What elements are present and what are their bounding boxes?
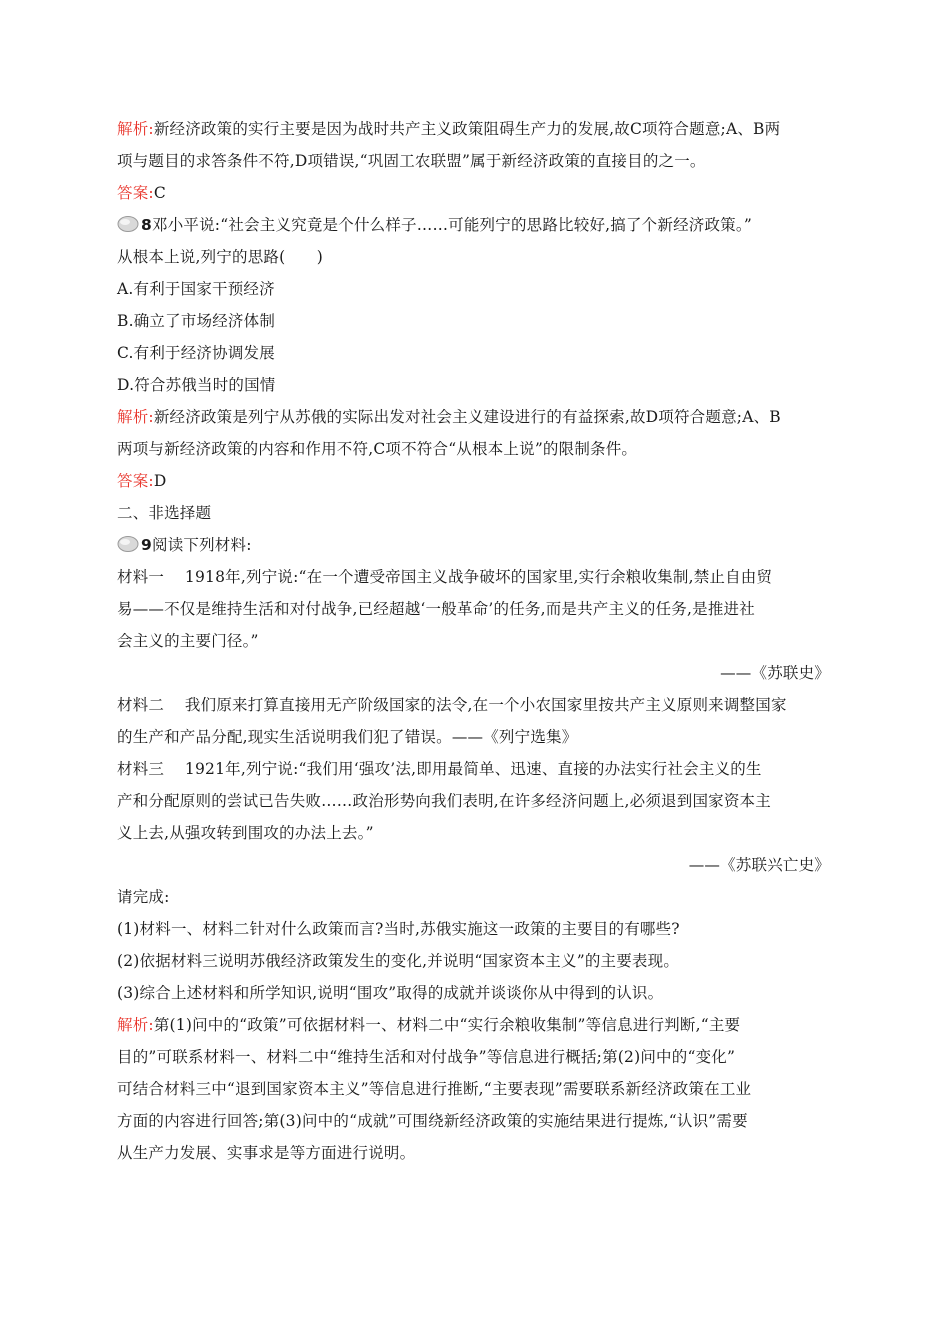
material-2-line-2: 的生产和产品分配,现实生活说明我们犯了错误。——《列宁选集》 bbox=[117, 728, 578, 746]
q8-analysis-line-2: 两项与新经济政策的内容和作用不符,C项不符合“从根本上说”的限制条件。 bbox=[117, 440, 638, 458]
speech-bubble-icon bbox=[117, 216, 139, 233]
material-1-line-3: 会主义的主要门径。” bbox=[117, 632, 259, 650]
analysis-label: 解析: bbox=[117, 408, 154, 426]
material-1-source: ——《苏联史》 bbox=[720, 664, 830, 682]
material-1-line-1: 材料一 1918年,列宁说:“在一个遭受帝国主义战争破坏的国家里,实行余粮收集制,禁止自由贸 bbox=[117, 568, 773, 586]
material-3-source: ——《苏联兴亡史》 bbox=[688, 856, 830, 874]
q9-sub-question-2: (2)依据材料三说明苏俄经济政策发生的变化,并说明“国家资本主义”的主要表现。 bbox=[117, 952, 680, 970]
material-3-line-3: 义上去,从强攻转到围攻的办法上去。” bbox=[117, 824, 374, 842]
material-3-line-1: 材料三 1921年,列宁说:“我们用‘强攻’法,即用最简单、迅速、直接的办法实行社会主义的生 bbox=[117, 760, 762, 778]
q8-answer: 答案:D bbox=[117, 472, 167, 490]
speech-bubble-icon bbox=[117, 536, 139, 553]
q9-intro: 9阅读下列材料: bbox=[117, 529, 830, 561]
q9-sub-question-3: (3)综合上述材料和所学知识,说明“围攻”取得的成就并谈谈你从中得到的认识。 bbox=[117, 984, 664, 1002]
q9-analysis-line-3: 可结合材料三中“退到国家资本主义”等信息进行推断,“主要表现”需要联系新经济政策在工业 bbox=[117, 1080, 752, 1098]
q7-analysis-line-2: 项与题目的求答条件不符,D项错误,“巩固工农联盟”属于新经济政策的直接目的之一。 bbox=[117, 152, 706, 170]
question-number: 9 bbox=[141, 536, 152, 554]
question-number: 8 bbox=[141, 216, 152, 234]
q8-option-c: C.有利于经济协调发展 bbox=[117, 344, 275, 362]
document-page bbox=[117, 113, 830, 1169]
q9-analysis-line-4: 方面的内容进行回答;第(3)问中的“成就”可围绕新经济政策的实施结果进行提炼,“认识”需要 bbox=[117, 1112, 748, 1130]
q9-analysis-line-1: 解析:第(1)问中的“政策”可依据材料一、材料二中“实行余粮收集制”等信息进行判断,“主要 bbox=[117, 1016, 741, 1034]
q8-stem-line-2: 从根本上说,列宁的思路( ) bbox=[117, 248, 324, 266]
answer-label: 答案: bbox=[117, 184, 154, 202]
q7-answer: 答案:C bbox=[117, 184, 166, 202]
q9-analysis-line-5: 从生产力发展、实事求是等方面进行说明。 bbox=[117, 1144, 416, 1162]
q8-option-b: B.确立了市场经济体制 bbox=[117, 312, 276, 330]
section-title: 二、非选择题 bbox=[117, 504, 212, 522]
analysis-label: 解析: bbox=[117, 120, 154, 138]
analysis-label: 解析: bbox=[117, 1016, 154, 1034]
q8-stem-line-1: 8邓小平说:“社会主义究竟是个什么样子……可能列宁的思路比较好,搞了个新经济政策。” bbox=[117, 209, 830, 241]
material-1-line-2: 易——不仅是维持生活和对付战争,已经超越‘一般革命’的任务,而是共产主义的任务,是推进社 bbox=[117, 600, 755, 618]
material-3-line-2: 产和分配原则的尝试已告失败……政治形势向我们表明,在许多经济问题上,必须退到国家资本主 bbox=[117, 792, 771, 810]
q7-analysis-line-1: 解析:新经济政策的实行主要是因为战时共产主义政策阻碍生产力的发展,故C项符合题意;A、B两 bbox=[117, 120, 781, 138]
q8-analysis-line-1: 解析:新经济政策是列宁从苏俄的实际出发对社会主义建设进行的有益探索,故D项符合题意;A、B bbox=[117, 408, 781, 426]
answer-label: 答案: bbox=[117, 472, 154, 490]
q9-analysis-line-2: 目的”可联系材料一、材料二中“维持生活和对付战争”等信息进行概括;第(2)问中的“变化” bbox=[117, 1048, 736, 1066]
q8-option-d: D.符合苏俄当时的国情 bbox=[117, 376, 276, 394]
q9-sub-question-1: (1)材料一、材料二针对什么政策而言?当时,苏俄实施这一政策的主要目的有哪些? bbox=[117, 920, 680, 938]
q9-prompt: 请完成: bbox=[117, 888, 170, 906]
q8-option-a: A.有利于国家干预经济 bbox=[117, 280, 275, 298]
material-2-line-1: 材料二 我们原来打算直接用无产阶级国家的法令,在一个小农国家里按共产主义原则来调整国家 bbox=[117, 696, 787, 714]
